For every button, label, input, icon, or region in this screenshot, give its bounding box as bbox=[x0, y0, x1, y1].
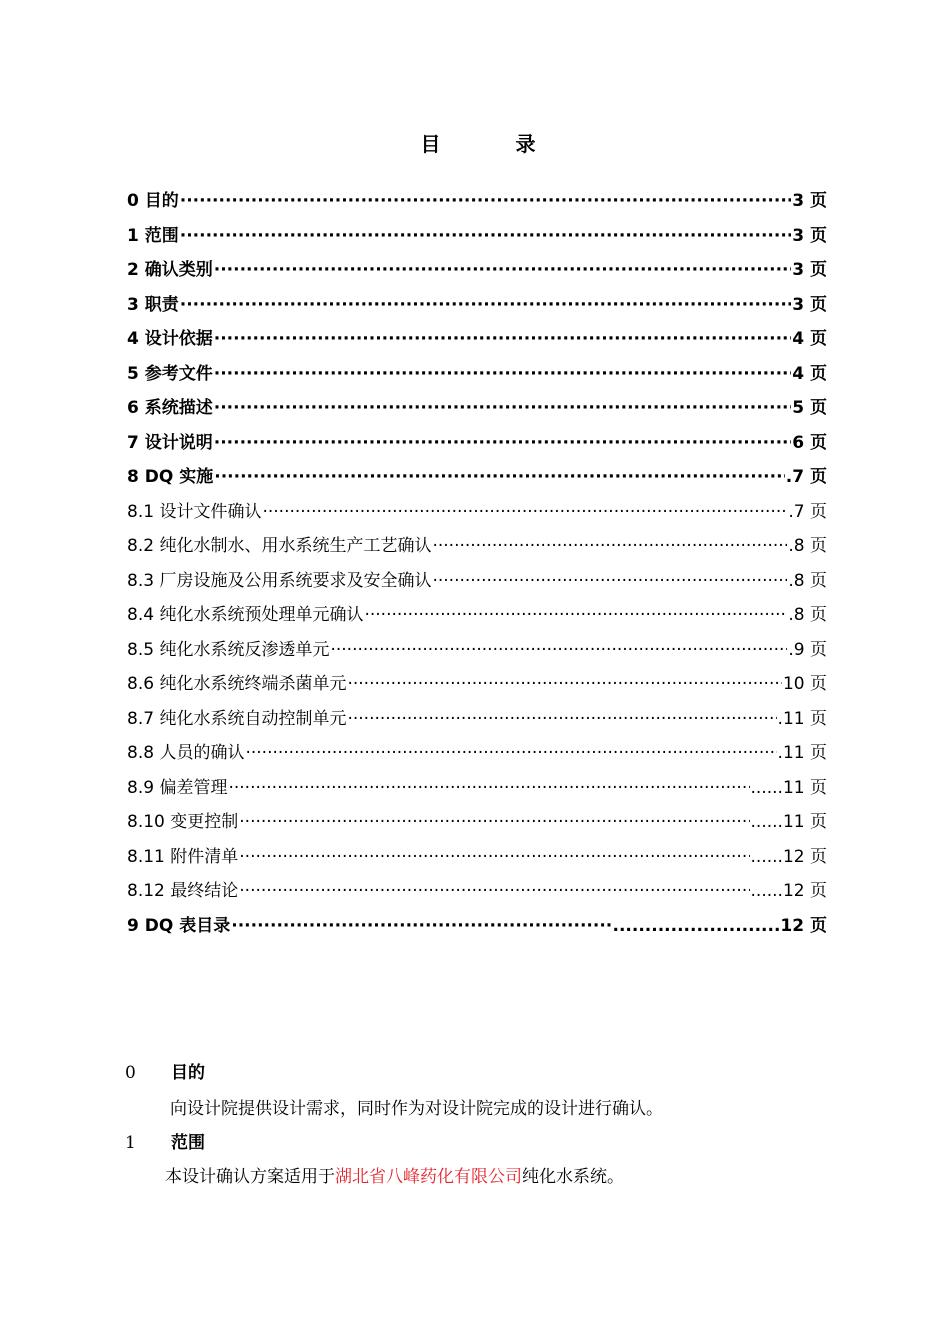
toc-entry-label: 8.8 人员的确认 bbox=[127, 743, 245, 763]
section-heading-1 bbox=[125, 1128, 205, 1153]
toc-entry-page: .7 页 bbox=[788, 501, 827, 522]
toc-entry-page: ......11 页 bbox=[750, 777, 827, 798]
toc-entry-page: 5 页 bbox=[792, 398, 827, 418]
toc-entry-page: 3 页 bbox=[792, 260, 827, 280]
toc-entry[interactable] bbox=[127, 842, 827, 877]
toc-entry-page: .8 页 bbox=[788, 536, 827, 556]
toc-entry[interactable] bbox=[127, 807, 827, 842]
toc-entry-label: 8.2 纯化水制水、用水系统生产工艺确认 bbox=[127, 536, 432, 556]
toc-entry[interactable] bbox=[127, 186, 827, 221]
table-of-contents bbox=[127, 186, 827, 945]
body-text: 纯化水系统。 bbox=[522, 1167, 624, 1187]
toc-entry[interactable] bbox=[127, 290, 827, 325]
toc-leader-dots bbox=[180, 226, 792, 246]
toc-entry[interactable] bbox=[127, 255, 827, 290]
toc-entry-label: 8.1 设计文件确认 bbox=[127, 501, 262, 522]
section-title: 范围 bbox=[171, 1133, 205, 1153]
section-title: 目的 bbox=[171, 1063, 205, 1083]
toc-entry[interactable] bbox=[127, 359, 827, 394]
toc-entry-page: .11 页 bbox=[777, 743, 827, 763]
toc-entry-label: 8.5 纯化水系统反渗透单元 bbox=[127, 639, 330, 660]
toc-leader-dots bbox=[262, 502, 787, 522]
toc-leader-dots bbox=[432, 536, 787, 556]
toc-leader-dots bbox=[214, 260, 792, 280]
toc-leader-dots bbox=[239, 881, 749, 901]
toc-entry[interactable] bbox=[127, 497, 827, 532]
section-body-0: 向设计院提供设计需求，同时作为对设计院完成的设计进行确认。 bbox=[170, 1099, 663, 1119]
toc-entry-label: 7 设计说明 bbox=[127, 432, 213, 453]
toc-leader-dots bbox=[231, 916, 611, 936]
toc-entry[interactable] bbox=[127, 221, 827, 256]
toc-entry-label: 3 职责 bbox=[127, 294, 179, 315]
toc-entry-label: 1 范围 bbox=[127, 225, 179, 246]
toc-entry-label: 8.4 纯化水系统预处理单元确认 bbox=[127, 605, 364, 625]
toc-entry-page: 3 页 bbox=[792, 225, 827, 246]
toc-leader-dots bbox=[347, 709, 776, 729]
toc-entry[interactable] bbox=[127, 531, 827, 566]
toc-entry-label: 0 目的 bbox=[127, 191, 179, 211]
toc-entry-page: 10 页 bbox=[782, 674, 827, 694]
toc-leader-dots bbox=[245, 743, 776, 763]
toc-entry[interactable] bbox=[127, 462, 827, 497]
toc-leader-dots bbox=[364, 605, 787, 625]
toc-title: 目 录 bbox=[420, 132, 570, 156]
section-heading-0 bbox=[125, 1058, 205, 1083]
toc-entry-label: 8.12 最终结论 bbox=[127, 881, 239, 901]
toc-entry[interactable] bbox=[127, 324, 827, 359]
toc-entry-label: 8 DQ 实施 bbox=[127, 467, 214, 487]
toc-entry-page: .8 页 bbox=[788, 570, 827, 591]
toc-leader-dots bbox=[214, 364, 792, 384]
toc-leader-dots bbox=[239, 847, 749, 867]
toc-entry[interactable] bbox=[127, 773, 827, 808]
toc-entry[interactable] bbox=[127, 635, 827, 670]
toc-entry[interactable] bbox=[127, 704, 827, 739]
section-body-1 bbox=[165, 1162, 624, 1187]
toc-leader-dots bbox=[432, 571, 787, 591]
toc-leader-dots bbox=[239, 812, 749, 832]
toc-entry-page: ..........................12 页 bbox=[612, 915, 827, 936]
toc-entry[interactable] bbox=[127, 428, 827, 463]
toc-entry-page: .11 页 bbox=[777, 708, 827, 729]
toc-entry-label: 6 系统描述 bbox=[127, 398, 213, 418]
toc-leader-dots bbox=[347, 674, 782, 694]
toc-leader-dots bbox=[180, 295, 792, 315]
toc-entry-page: 3 页 bbox=[792, 294, 827, 315]
toc-entry-page: ......12 页 bbox=[750, 846, 827, 867]
toc-entry[interactable] bbox=[127, 876, 827, 911]
toc-entry-page: ......12 页 bbox=[750, 881, 827, 901]
toc-entry-label: 8.10 变更控制 bbox=[127, 812, 239, 832]
toc-leader-dots bbox=[214, 329, 792, 349]
toc-leader-dots bbox=[214, 433, 792, 453]
company-name-highlight: 湖北省八峰药化有限公司 bbox=[335, 1167, 522, 1187]
toc-entry-page: ......11 页 bbox=[750, 812, 827, 832]
toc-entry-label: 4 设计依据 bbox=[127, 329, 213, 349]
section-number: 0 bbox=[125, 1063, 136, 1083]
toc-leader-dots bbox=[214, 467, 785, 487]
section-number: 1 bbox=[125, 1133, 136, 1153]
toc-entry-page: 4 页 bbox=[792, 363, 827, 384]
toc-entry[interactable] bbox=[127, 393, 827, 428]
toc-entry-label: 8.3 厂房设施及公用系统要求及安全确认 bbox=[127, 570, 432, 591]
toc-entry-page: .9 页 bbox=[788, 639, 827, 660]
toc-leader-dots bbox=[330, 640, 787, 660]
toc-entry-page: .8 页 bbox=[788, 605, 827, 625]
toc-entry-label: 8.9 偏差管理 bbox=[127, 777, 228, 798]
toc-leader-dots bbox=[214, 398, 792, 418]
toc-entry[interactable] bbox=[127, 600, 827, 635]
toc-entry-label: 9 DQ 表目录 bbox=[127, 915, 231, 936]
toc-entry-label: 5 参考文件 bbox=[127, 363, 213, 384]
toc-entry[interactable] bbox=[127, 566, 827, 601]
toc-entry[interactable] bbox=[127, 911, 827, 946]
toc-leader-dots bbox=[180, 191, 792, 211]
toc-entry-label: 8.6 纯化水系统终端杀菌单元 bbox=[127, 674, 347, 694]
toc-entry[interactable] bbox=[127, 669, 827, 704]
toc-entry[interactable] bbox=[127, 738, 827, 773]
toc-entry-label: 8.7 纯化水系统自动控制单元 bbox=[127, 708, 347, 729]
toc-leader-dots bbox=[228, 778, 749, 798]
toc-entry-page: .7 页 bbox=[785, 467, 827, 487]
toc-entry-page: 6 页 bbox=[792, 432, 827, 453]
toc-entry-page: 3 页 bbox=[792, 191, 827, 211]
body-text: 本设计确认方案适用于 bbox=[165, 1167, 335, 1187]
toc-entry-page: 4 页 bbox=[792, 329, 827, 349]
toc-entry-label: 8.11 附件清单 bbox=[127, 846, 239, 867]
toc-entry-label: 2 确认类别 bbox=[127, 260, 213, 280]
